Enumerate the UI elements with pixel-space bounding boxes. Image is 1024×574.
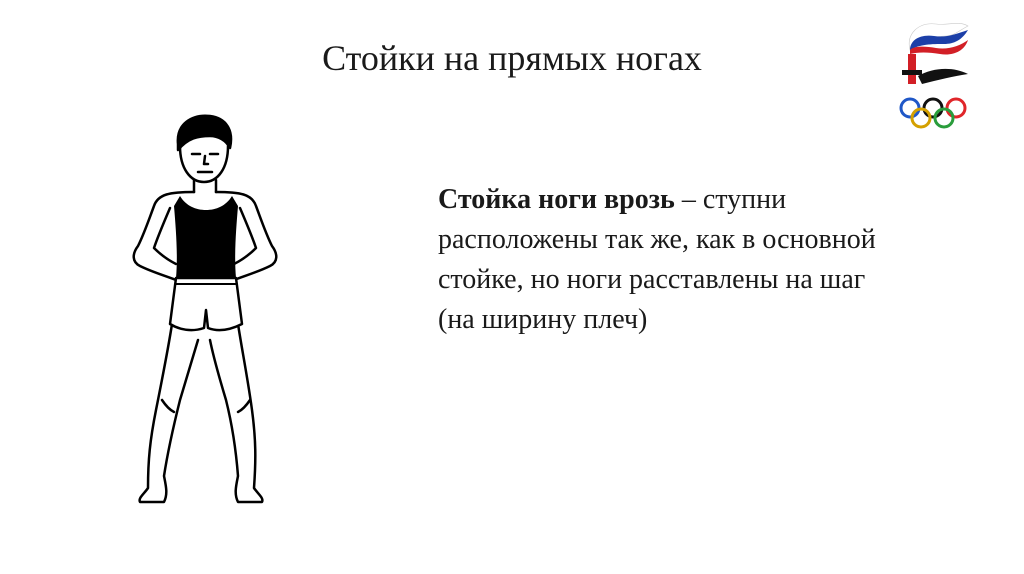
right-arm-inner <box>234 208 256 264</box>
standing-person-feet-apart-icon <box>118 110 298 520</box>
term-separator: – <box>674 184 703 215</box>
left-knee <box>162 400 174 412</box>
stance-term: Стойка ноги врозь <box>438 184 675 215</box>
nose <box>204 156 208 164</box>
shorts <box>170 278 242 330</box>
ring-yellow <box>912 109 930 127</box>
torch-grip <box>902 70 922 75</box>
torch-handle <box>908 54 916 84</box>
ring-black <box>924 99 942 117</box>
stance-description <box>438 180 878 340</box>
slide-title: Стойки на прямых ногах <box>322 38 702 78</box>
left-arm-inner <box>154 208 176 264</box>
tank-top <box>174 196 238 278</box>
right-knee <box>238 400 250 412</box>
torch-swoosh <box>918 69 968 84</box>
ring-green <box>935 109 953 127</box>
ring-blue <box>901 99 919 117</box>
hair <box>178 116 231 150</box>
right-leg <box>210 324 262 502</box>
stance-definition: ступни расположены так же, как в основной стойке, но ноги расставлены на шаг (на ширину плеч) <box>438 184 876 335</box>
olympic-committee-logo <box>888 14 978 134</box>
left-leg <box>140 324 198 502</box>
olympic-rings <box>901 99 965 127</box>
ring-red <box>947 99 965 117</box>
